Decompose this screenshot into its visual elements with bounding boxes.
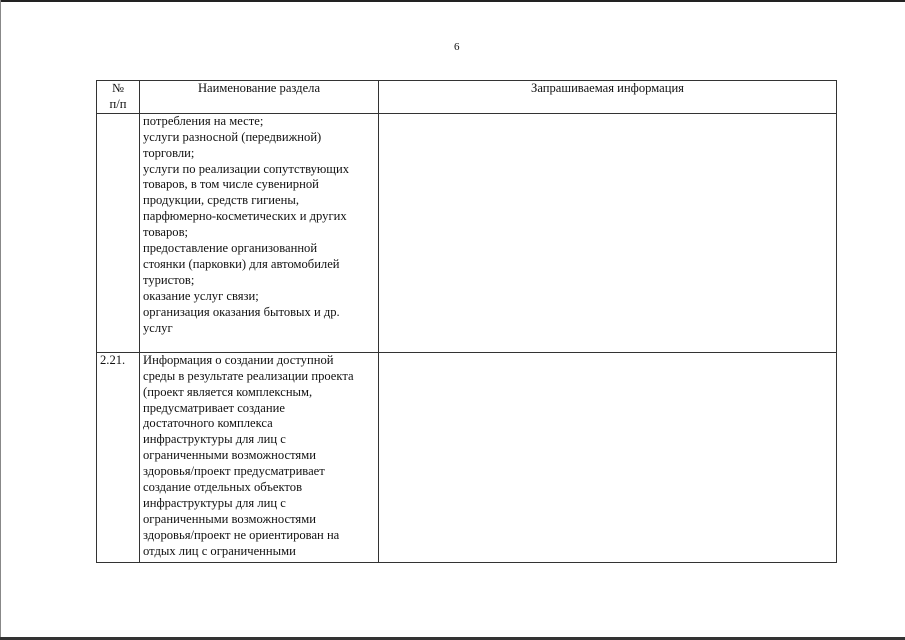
text-line: товаров, в том числе сувенирной [143,177,319,192]
text-line: здоровья/проект предусматривает [143,464,325,479]
text-line: инфраструктуры для лиц с [143,432,286,447]
page-frame-top-edge [0,0,905,2]
header-section-name: Наименование раздела [140,81,379,114]
section-name-cell [140,352,379,562]
text-line: туристов; [143,272,195,287]
text-line: потребления на месте; [143,113,264,128]
requested-info-cell [379,352,837,562]
row-number [97,113,140,352]
text-line: Информация о создании доступной [143,352,334,367]
text-line: предоставление организованной [143,241,318,256]
page-frame-left-edge [0,0,1,640]
header-number [97,81,140,114]
text-line: здоровья/проект не ориентирован на [143,527,340,542]
text-line: отдых лиц с ограниченными [143,543,296,558]
text-line: инфраструктуры для лиц с [143,495,286,510]
row-number: 2.21. [97,352,140,562]
text-line: стоянки (парковки) для автомобилей [143,256,340,271]
text-line: среды в результате реализации проекта [143,368,354,383]
text-line: продукции, средств гигиены, [143,193,299,208]
text-line: услуги по реализации сопутствующих [143,161,350,176]
table-row [97,113,837,352]
text-line: создание отдельных объектов [143,480,303,495]
table-header-row [97,81,837,114]
header-number-line2: п/п [109,96,127,111]
text-line: предусматривает создание [143,400,285,415]
text-line: (проект является комплексным, [143,384,313,399]
text-line: организация оказания бытовых и др. [143,304,340,319]
header-number-line1: № [111,81,125,95]
text-line: оказание услуг связи; [143,288,259,303]
text-line: товаров; [143,225,189,240]
header-requested-info: Запрашиваемая информация [379,81,837,114]
text-line: услуги разносной (передвижной) [143,129,322,144]
text-line: ограниченными возможностями [143,448,316,463]
requested-info-cell [379,113,837,352]
page-number: 6 [454,41,460,53]
text-line: торговли; [143,145,195,160]
text-line: услуг [143,320,173,335]
text-line: достаточного комплекса [143,416,273,431]
text-line: парфюмерно-косметических и других [143,209,347,224]
section-name-cell [140,113,379,352]
text-line: ограниченными возможностями [143,511,316,526]
document-table [96,80,837,563]
table-row [97,352,837,562]
